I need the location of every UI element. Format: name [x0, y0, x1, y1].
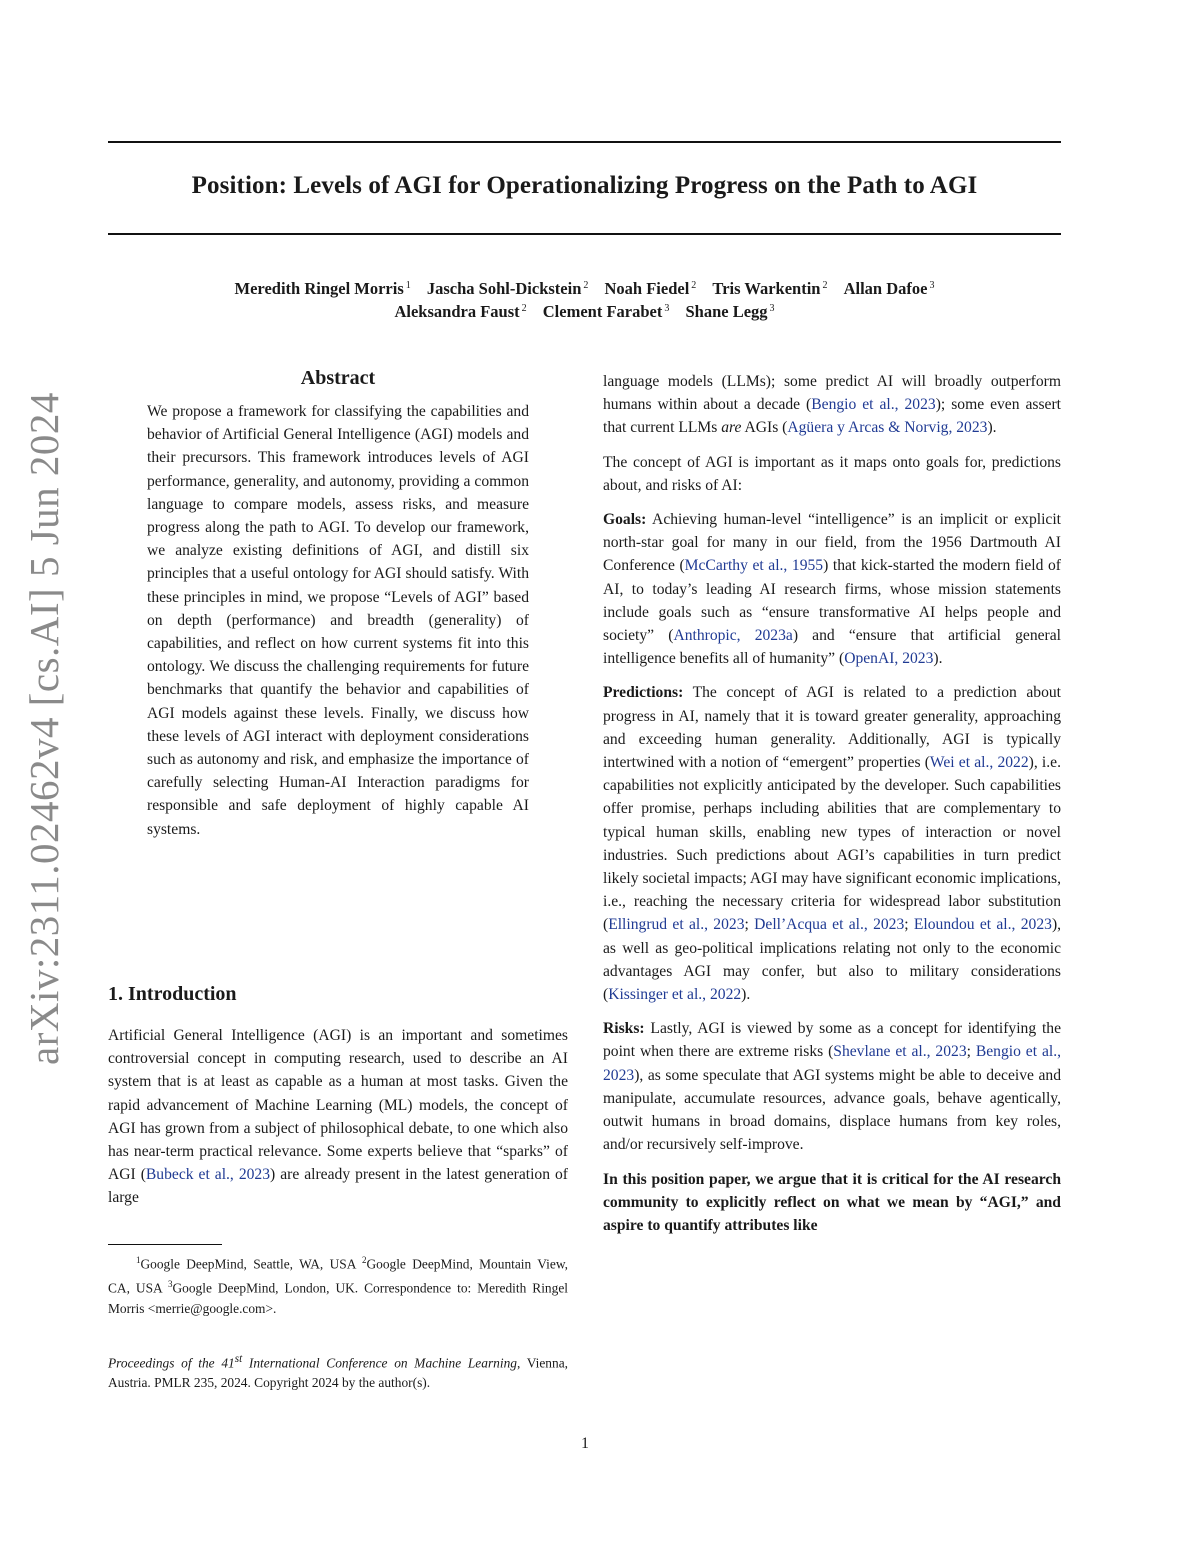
author: Allan Dafoe $^3$ — [843, 279, 935, 298]
citation-link[interactable]: Anthropic, 2023a — [673, 627, 793, 645]
intro-paragraph: Artificial General Intelligence (AGI) is an important and sometimes controversial concept in computing research, used to describe an AI system that is at least as capable as a human at most tasks. Given the rapid advancement of Machine Learning (ML) models, the concept of AGI has grown from a subject of philosophical debate, to one which also has near-term practical relevance. Some experts believe that “sparks” of AGI (Bubeck et al., 2023) are already present in the latest generation of large — [108, 1027, 568, 1207]
paragraph-goals: Goals: Achieving human-level “intelligence” is an implicit or explicit north-star goal for many in our field, from the 1956 Dartmouth AI Conference (McCarthy et al., 1955) that kick-started the modern field of AI, to today’s leading AI research firms, whose mission statements include goals such as “ensure transformative AI helps people and society” (Anthropic, 2023a) and “ensure that artificial general intelligence benefits all of humanity” (OpenAI, 2023). — [603, 511, 1061, 668]
citation-link[interactable]: Bubeck et al., 2023 — [145, 1166, 271, 1184]
citation-link[interactable]: Bengio et al., 2023 — [603, 1043, 1061, 1084]
abstract-heading: Abstract — [300, 367, 376, 389]
paragraph-importance: The concept of AGI is important as it maps onto goals for, predictions about, and risks of AI: — [603, 453, 1061, 494]
author: Noah Fiedel $^2$ — [604, 279, 697, 298]
citation-link[interactable]: Kissinger et al., 2022 — [608, 986, 742, 1004]
section-heading-introduction: 1. Introduction — [108, 983, 237, 1005]
paragraph-predictions: Predictions: The concept of AGI is related to a prediction about progress in AI, namely that it is toward greater generality, approaching and exceeding human generality. Additionally, AGI is typically intertwined with a notion of “emergent” properties (Wei et al., 2022), i.e. capabilities not explicitly anticipated by the developer. Such capabilities offer promise, perhaps including abilities that are complementary to typical human skills, enabling new types of interaction or novel industries. Such predictions about AGI’s capabilities in turn predict likely societal impacts; AGI may have significant economic implications, i.e., reaching the necessary criteria for widespread labor substitution (Ellingrud et al., 2023; Dell’Acqua et al., 2023; Eloundou et al., 2023), as well as geo-political implications relating not only to the economic advantages AGI may confer, but also to military considerations (Kissinger et al., 2022). — [603, 684, 1062, 1004]
author-list-line-1 — [108, 279, 1061, 299]
citation-link[interactable]: OpenAI, 2023 — [844, 650, 934, 668]
author-list-line-2 — [108, 302, 1061, 322]
citation-link[interactable]: Eloundou et al., 2023 — [913, 916, 1052, 934]
proceedings-note: Proceedings of the 41st International Conference on Machine Learning, Vienna, Austria. PMLR 235, 2024. Copyright 2024 by the author(s). — [108, 1353, 568, 1390]
author: Aleksandra Faust $^2$ — [394, 302, 527, 321]
author: Jascha Sohl-Dickstein $^2$ — [426, 279, 589, 298]
footnote-rule — [108, 1244, 222, 1245]
author: Shane Legg $^3$ — [685, 302, 775, 321]
citation-link[interactable]: Shevlane et al., 2023 — [833, 1043, 967, 1061]
author: Meredith Ringel Morris $^1$ — [234, 279, 411, 298]
abstract-text: We propose a framework for classifying the capabilities and behavior of Artificial General Intelligence (AGI) models and their precursors. This framework introduces levels of AGI performance, generality, and autonomy, providing a common language to compare models, assess risks, and measure progress along the path to AGI. To develop our framework, we analyze existing definitions of AGI, and distill six principles that a useful ontology for AGI should satisfy. With these principles in mind, we propose “Levels of AGI” based on depth (performance) and breadth (generality) of capabilities, and reflect on how current systems fit into this ontology. We discuss the challenging requirements for future benchmarks that quantify the behavior and capabilities of AGI models against these levels. Finally, we discuss how these levels of AGI interact with deployment considerations such as autonomy and risk, and emphasize the importance of carefully selecting Human-AI Interaction paradigms for responsible and safe deployment of highly capable AI systems. — [147, 403, 529, 838]
arxiv-stamp: arXiv:2311.02462v4 [cs.AI] 5 Jun 2024 — [21, 392, 67, 1065]
author: Tris Warkentin $^2$ — [712, 279, 828, 298]
title-rule-top — [108, 141, 1061, 143]
citation-link[interactable]: Bengio et al., 2023 — [811, 396, 936, 414]
author: Clement Farabet $^3$ — [542, 302, 670, 321]
citation-link[interactable]: Wei et al., 2022 — [929, 754, 1029, 772]
title-rule-bottom — [108, 233, 1061, 235]
paragraph-llm-predictions: language models (LLMs); some predict AI will broadly outperform humans within about a decade (Bengio et al., 2023); some even assert that current LLMs are AGIs (Agüera y Arcas & Norvig, 2023). — [603, 373, 1061, 437]
right-column — [603, 370, 1061, 1248]
citation-link[interactable]: Ellingrud et al., 2023 — [608, 916, 745, 934]
paper-title: Position: Levels of AGI for Operationalizing Progress on the Path to AGI — [191, 172, 978, 199]
citation-link[interactable]: Dell’Acqua et al., 2023 — [754, 916, 905, 934]
affiliation-footnote: $^1$Google DeepMind, Seattle, WA, USA $^2$Google DeepMind, Mountain View, CA, USA $^3$Google DeepMind, London, UK. Correspondence to: Meredith Ringel Morris <merrie@google.com>. — [108, 1255, 568, 1316]
paragraph-position-statement: In this position paper, we argue that it is critical for the AI research community to explicitly reflect on what we mean by “AGI,” and aspire to quantify attributes like — [603, 1170, 1061, 1234]
citation-link[interactable]: McCarthy et al., 1955 — [684, 557, 824, 575]
citation-link[interactable]: Agüera y Arcas & Norvig, 2023 — [787, 419, 988, 437]
page-number: 1 — [581, 1435, 589, 1452]
paragraph-risks: Risks: Lastly, AGI is viewed by some as a concept for identifying the point when there are extreme risks (Shevlane et al., 2023; Bengio et al., 2023), as some speculate that AGI systems might be able to deceive and manipulate, accumulate resources, advance goals, behave agentically, outwit humans in broad domains, displace humans from key roles, and/or recursively self-improve. — [603, 1020, 1061, 1154]
